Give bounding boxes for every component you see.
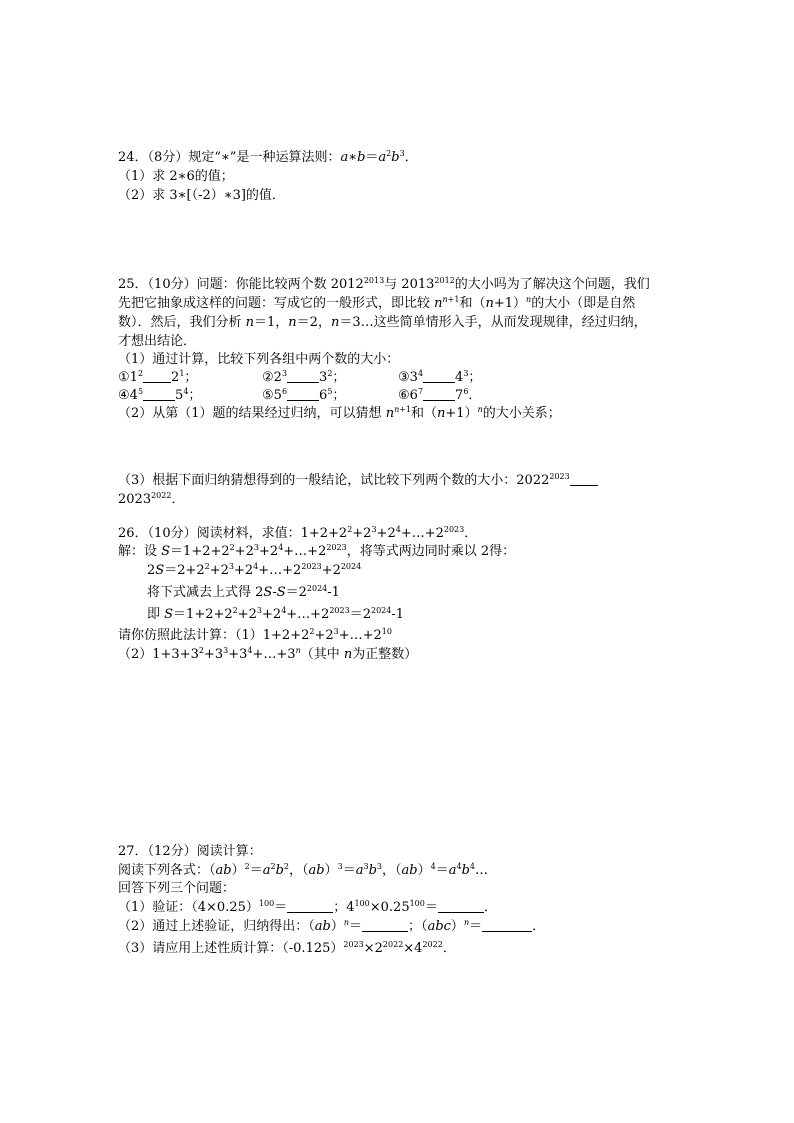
answer-blank[interactable] <box>423 388 455 401</box>
q26-step2: 将下式减去上式得 $2S-S=2^{2024}-1$ <box>147 584 340 600</box>
q25-item-3: $③3^4$ $4^3$； <box>398 369 482 385</box>
q26-step3: 即 $S=1+2+2^2+2^3+2^4+\dots+2^{2023}=2^{2024}-1$ <box>147 606 405 622</box>
answer-blank[interactable] <box>287 900 333 913</box>
q24-part1: （1）求 2∗6的值； <box>118 169 234 184</box>
q25-part3-cont: $2023^{2022}$． <box>118 491 185 507</box>
q25-part1: （1）通过计算，比较下列各组中两个数的大小： <box>118 352 400 367</box>
q25-item-1: $①1^2$ $2^1$； <box>118 369 198 385</box>
q25-item-2: $②2^3$ $3^2$； <box>262 369 346 385</box>
answer-blank[interactable] <box>287 370 319 383</box>
q26-part1: 请你仿照此法计算：$(1)1+2+2^2+2^3+\dots+2^{10}$ <box>118 627 392 643</box>
q25-item-4: $④4^5$ $5^4$； <box>118 387 202 403</box>
q26-step1: $2S=2+2^2+2^3+2^4+\dots+2^{2023}+2^{2024}$ <box>147 562 362 578</box>
answer-blank[interactable] <box>143 388 175 401</box>
answer-blank[interactable] <box>570 473 598 486</box>
q26-title: 26．（10分）阅读材料，求值：$1+2+2^2+2^3+2^4+\dots+2^{2023}$． <box>118 525 478 541</box>
answer-blank[interactable] <box>143 370 171 383</box>
q25-part2: （2）从第（1）题的结果经过归纳，可以猜想 $n^{n+1}$和$(n+1)^n$的大小关系； <box>118 405 561 421</box>
q27-part3: （3）请应用上述性质计算：$(-0.125)^{2023}\times 2^{2022}\times 4^{2022}$． <box>118 940 456 956</box>
q24-title: 24．（8分）规定“∗”是一种运算法则：$a∗b=a^2b^3$． <box>118 149 418 165</box>
answer-blank[interactable] <box>438 900 484 913</box>
q27-part1: （1）验证：$(4\times 0.25)^{100}=$ ；$4^{100}\times 0.25^{100}=$ ． <box>118 899 497 915</box>
q25-item-5: $⑤5^6$ $6^5$； <box>262 387 346 403</box>
q25-item-6: $⑥6^7$ $7^6$． <box>398 387 482 403</box>
q24-part2: （2）求 3∗[（-2）∗3]的值． <box>118 188 285 203</box>
answer-blank[interactable] <box>482 919 532 932</box>
answer-blank[interactable] <box>423 370 455 383</box>
q26-solution: 解：设 $S=1+2+2^2+2^3+2^4+\dots+2^{2023}$，将等式两边同时乘以 2得： <box>118 543 516 559</box>
answer-blank[interactable] <box>287 388 319 401</box>
q27-part2: （2）通过上述验证，归纳得出：（ab）$^n$＝ ；（abc）$^n$＝ ． <box>118 918 546 934</box>
q27-prompt: 回答下列三个问题： <box>118 881 236 896</box>
answer-blank[interactable] <box>362 919 408 932</box>
q27-intro: 阅读下列各式：$(ab)^2=a^2b^2$，$(ab)^3=a^3b^3$，$(ab)^4=a^4b^4\dots$ <box>118 862 488 878</box>
q25-line2: 先把它抽象成这样的问题：写成它的一般形式，即比较 $n^{n+1}$和$(n+1)^n$的大小（即是自然 <box>118 295 636 311</box>
q25-line4: 才想出结论． <box>118 334 197 349</box>
q25-line3: 数）．然后，我们分析 n＝1，n＝2，n＝3…这些简单情形入手，从而发现规律，经过归纳， <box>118 315 647 330</box>
q26-part2: $(2)1+3+3^2+3^3+3^4+\dots+3^n$（其中 n为正整数） <box>118 646 418 662</box>
q25-part3: （3）根据下面归纳猜想得到的一般结论，试比较下列两个数的大小：$2022^{2023}$ <box>118 472 598 489</box>
q27-title: 27．（12分）阅读计算： <box>118 844 262 859</box>
q25-line1: 25．（10分）问题：你能比较两个数 $2012^{2013}$与 $2013^{2012}$的大小吗为了解决这个问题，我们 <box>118 276 650 292</box>
